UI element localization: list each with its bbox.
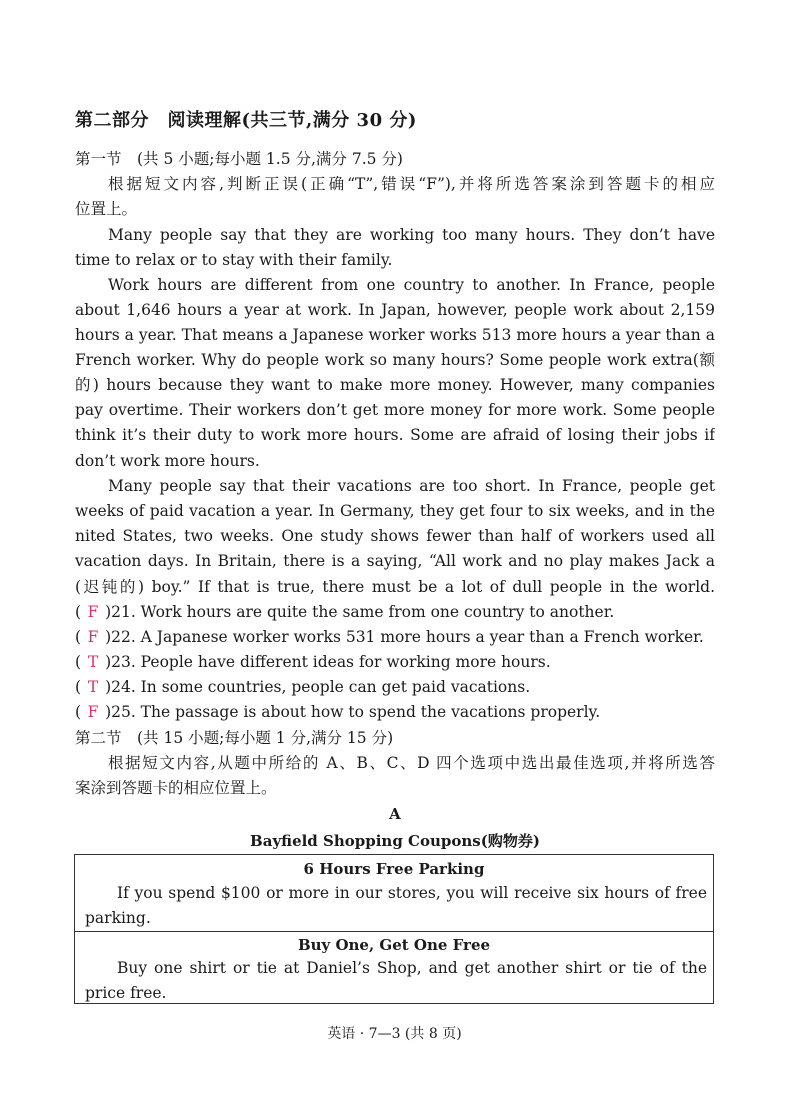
question-text: )23. People have different ideas for working more hours.	[105, 653, 551, 671]
question-text: )22. A Japanese worker works 531 more hours a year than a French worker.	[105, 628, 704, 646]
coupon-text-line: parking.	[85, 909, 151, 927]
paren-open: (	[75, 678, 82, 696]
coupon-divider	[75, 931, 713, 932]
section1-heading: 第一节 (共 5 小题;每小题 1.5 分,满分 7.5 分)	[75, 150, 403, 168]
part-title: 第二部分 阅读理解(共三节,满分 30 分)	[75, 110, 417, 131]
passage-line: time to relax or to stay with their family.	[75, 251, 393, 269]
answer-mark: F	[87, 628, 99, 646]
passage-line: French worker. Why do people work so many hours? Some people work extra(额	[75, 351, 715, 369]
answer-mark: F	[87, 703, 99, 721]
passage-line: Many people say that they are working too many hours. They don’t have	[108, 226, 715, 244]
question-text: )24. In some countries, people can get paid vacations.	[105, 678, 531, 696]
coupon-text-line: price free.	[85, 984, 167, 1002]
passage-letter: A	[389, 805, 401, 823]
question-text: )21. Work hours are quite the same from one country to another.	[105, 603, 615, 621]
section1-instruction-line: 根据短文内容,判断正误(正确“T”,错误“F”),并将所选答案涂到答题卡的相应	[108, 175, 715, 193]
question-item	[75, 700, 600, 725]
coupon-title: Buy One, Get One Free	[297, 936, 491, 954]
answer-mark: F	[87, 603, 99, 621]
section1-instruction-line: 位置上。	[75, 200, 138, 218]
passage-title: Bayfield Shopping Coupons(购物券)	[250, 832, 540, 850]
answer-mark: T	[87, 678, 99, 696]
question-item	[75, 675, 530, 700]
passage-line: vacation days. In Britain, there is a saying, “All work and no play makes Jack a	[75, 552, 715, 570]
passage-line: think it’s their duty to work more hours. Some are afraid of losing their jobs if	[75, 426, 715, 444]
passage-line: about 1,646 hours a year at work. In Japan, however, people work about 2,159	[75, 301, 715, 319]
coupon-title: 6 Hours Free Parking	[303, 860, 485, 878]
passage-line: nited States, two weeks. One study shows fewer than half of workers used all	[75, 527, 715, 545]
coupons-table	[74, 854, 714, 1004]
passage-line: hours a year. That means a Japanese worker works 513 more hours a year than a	[75, 326, 715, 344]
paren-open: (	[75, 703, 82, 721]
page-footer: 英语 · 7—3 (共 8 页)	[327, 1026, 462, 1042]
question-item	[75, 600, 614, 625]
answer-mark: T	[87, 653, 99, 671]
paren-open: (	[75, 628, 82, 646]
coupon-text-line: If you spend $100 or more in our stores, you will receive six hours of free	[117, 884, 707, 902]
paren-open: (	[75, 653, 82, 671]
section2-instruction-line: 根据短文内容,从题中所给的 A、B、C、D 四个选项中选出最佳选项,并将所选答	[108, 754, 715, 772]
question-text: )25. The passage is about how to spend the vacations properly.	[105, 703, 601, 721]
section2-instruction-line: 案涂到答题卡的相应位置上。	[75, 779, 277, 797]
passage-line: pay overtime. Their workers don’t get more money for more work. Some people	[75, 401, 715, 419]
coupon-text-line: Buy one shirt or tie at Daniel’s Shop, and get another shirt or tie of the	[117, 959, 707, 977]
passage-line: weeks of paid vacation a year. In Germany, they get four to six weeks, and in the	[75, 502, 715, 520]
section2-heading: 第二节 (共 15 小题;每小题 1 分,满分 15 分)	[75, 729, 394, 747]
passage-line: Many people say that their vacations are too short. In France, people get	[108, 477, 715, 495]
passage-line: (迟钝的) boy.” If that is true, there must be a lot of dull people in the world.	[75, 578, 715, 596]
question-item	[75, 650, 551, 675]
passage-line: Work hours are different from one country to another. In France, people	[108, 276, 715, 294]
question-item	[75, 625, 704, 650]
passage-line: don’t work more hours.	[75, 452, 260, 470]
paren-open: (	[75, 603, 82, 621]
passage-line: 的) hours because they want to make more money. However, many companies	[75, 376, 715, 394]
